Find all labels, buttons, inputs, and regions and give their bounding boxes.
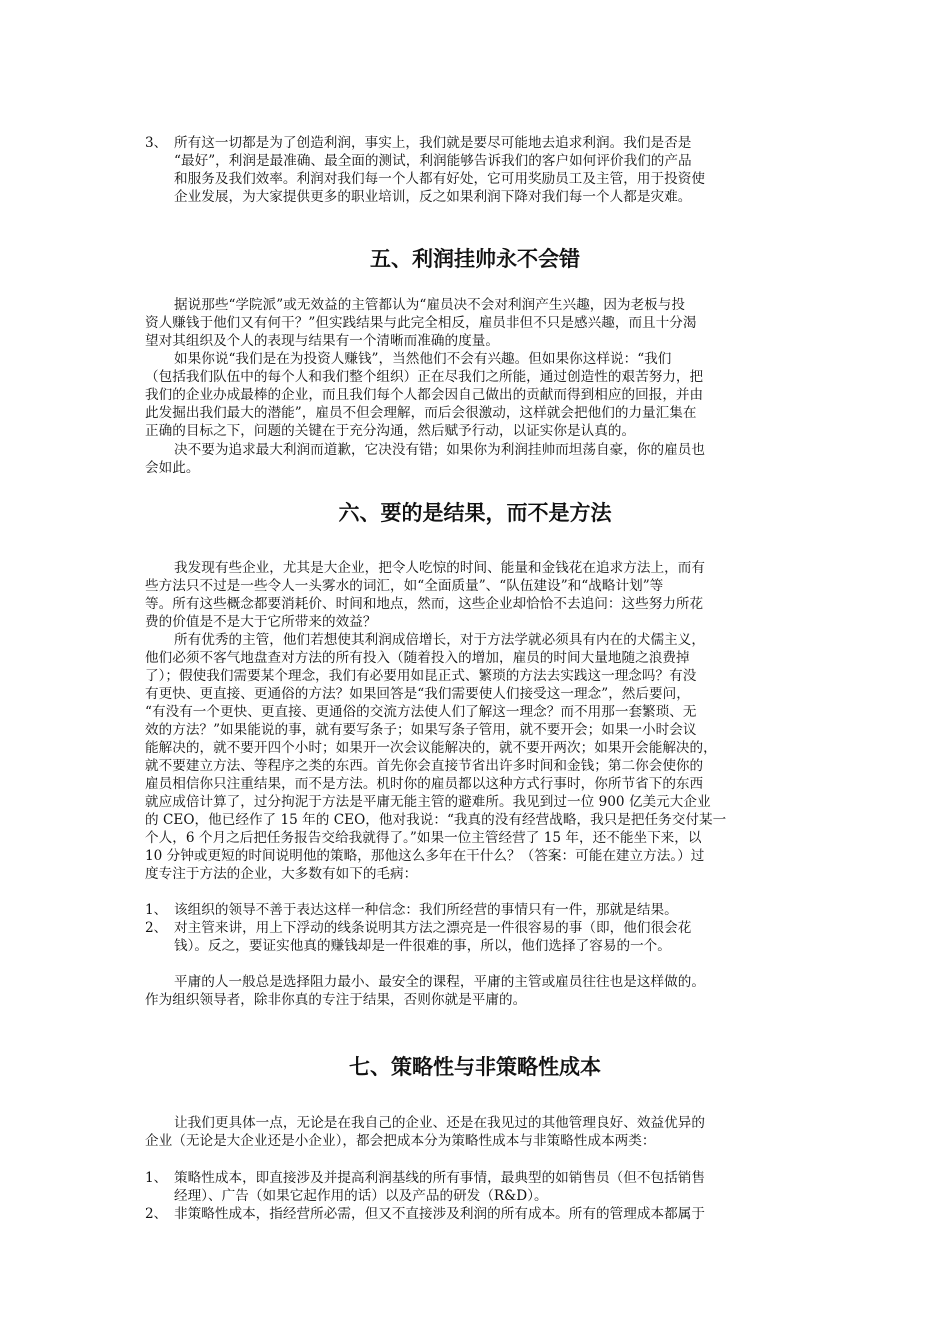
paragraph-line: 有更快、更直接、更通俗的方法？如果回答是“我们需要使人们接受这一理念”，然后要问，: [145, 686, 690, 702]
paragraph-line: 会如此。: [145, 460, 200, 476]
list-marker: 3、: [145, 135, 168, 151]
paragraph-line: “最好”，利润是最准确、最全面的测试，利润能够告诉我们的客户如何评价我们的产品: [174, 153, 692, 169]
section-heading-5: 五、利润挂帅永不会错: [370, 247, 580, 271]
paragraph-line: 企业发展，为大家提供更多的职业培训，反之如果利润下降对我们每一个人都是灾难。: [174, 189, 692, 205]
paragraph-line: 策略性成本，即直接涉及并提高利润基线的所有事情，最典型的如销售员（但不包括销售: [174, 1170, 705, 1186]
paragraph-line: 效的方法？”如果能说的事，就有要写条子；如果写条子管用，就不要开会；如果一小时会议: [145, 722, 697, 738]
paragraph-line: 正确的目标之下，问题的关键在于充分沟通，然后赋予行动，以证实你是认真的。: [145, 423, 636, 439]
paragraph-line: 据说那些“学院派”或无效益的主管都认为“雇员决不会对利润产生兴趣，因为老板与投: [174, 297, 686, 313]
paragraph-line: “有没有一个更快、更直接、更通俗的交流方法使人们了解这一理念？而不用那一套繁琐、无: [145, 704, 697, 720]
paragraph-line: 平庸的人一般总是选择阻力最小、最安全的课程，平庸的主管或雇员往往也是这样做的。: [174, 974, 705, 990]
paragraph-line: 该组织的领导不善于表达这样一种信念：我们所经营的事情只有一件，那就是结果。: [174, 902, 678, 918]
paragraph-line: 所有优秀的主管，他们若想使其利润成倍增长，对于方法学就必须具有内在的犬儒主义，: [174, 632, 705, 648]
paragraph-line: 个人，6 个月之后把任务报告交给我就得了。”如果一位主管经营了 15 年，还不能坐下来，以: [145, 830, 702, 846]
list-marker: 1、: [145, 902, 168, 918]
paragraph-line: 如果你说“我们是在为投资人赚钱”，当然他们不会有兴趣。但如果你这样说：“我们: [174, 351, 672, 367]
paragraph-line: 度专注于方法的企业，大多数有如下的毛病：: [145, 866, 418, 882]
paragraph-line: 雇员相信你只注重结果，而不是方法。机时你的雇员都以这种方式行事时，你所节省下的东西: [145, 776, 704, 792]
paragraph-line: 些方法只不过是一些令人一头雾水的词汇，如“全面质量”、“队伍建设”和“战略计划”等: [145, 578, 664, 594]
section-heading-6: 六、要的是结果，而不是方法: [338, 501, 612, 525]
paragraph-line: 就不要建立方法、等程序之类的东西。首先你会直接节省出许多时间和金钱；第二你会使你的: [145, 758, 704, 774]
paragraph-line: 让我们更具体一点，无论是在我自己的企业、还是在我见过的其他管理良好、效益优异的: [174, 1115, 705, 1131]
list-marker: 2、: [145, 920, 168, 936]
paragraph-line: 就应成倍计算了，过分拘泥于方法是平庸无能主管的避难所。我见到过一位 900 亿美元大企业: [145, 794, 711, 810]
paragraph-line: 了）；假使我们需要某个理念，我们有必要用如昆正式、繁琐的方法去实践这一理念吗？有没: [145, 668, 697, 684]
list-item-1: [145, 902, 805, 919]
list-marker: 2、: [145, 1206, 168, 1222]
paragraph-line: 的 CEO，他已经作了 15 年的 CEO，他对我说：“我真的没有经营战略，我只是把任务交付某一: [145, 812, 727, 828]
paragraph-line: 他们必须不客气地盘查对方法的所有投入（随着投入的增加，雇员的时间大量地随之浪费掉: [145, 650, 690, 666]
list-marker: 1、: [145, 1170, 168, 1186]
list-item-2: [145, 1206, 805, 1223]
paragraph-line: 10 分钟或更短的时间说明他的策略，那他这么多年在干什么？（答案：可能在建立方法。）过: [145, 848, 705, 864]
paragraph-line: 经理）、广告（如果它起作用的话）以及产品的研发（R&D）。: [174, 1188, 548, 1204]
paragraph-line: 我发现有些企业，尤其是大企业，把令人吃惊的时间、能量和金钱花在追求方法上，而有: [174, 560, 705, 576]
list-item-2: [145, 920, 805, 937]
paragraph-line: 企业（无论是大企业还是小企业），都会把成本分为策略性成本与非策略性成本两类：: [145, 1133, 656, 1149]
paragraph-line: 我们的企业办成最棒的企业，而且我们每个人都会因自己做出的贡献而得到相应的回报，并由: [145, 387, 704, 403]
paragraph-line: 决不要为追求最大利润而道歉，它决没有错；如果你为利润挂帅而坦荡自豪，你的雇员也: [174, 442, 705, 458]
paragraph-line: 能解决的，就不要开四个小时；如果开一次会议能解决的，就不要开两次；如果开会能解决的，: [145, 740, 717, 756]
paragraph-line: 作为组织领导者，除非你真的专注于结果，否则你就是平庸的。: [145, 992, 527, 1008]
paragraph-line: 望对其组织及个人的表现与结果有一个清晰而准确的度量。: [145, 333, 499, 349]
paragraph-line: 所有这一切都是为了创造利润，事实上，我们就是要尽可能地去追求利润。我们是否是: [174, 135, 692, 151]
paragraph-line: 等。所有这些概念都要消耗价、时间和地点，然而，这些企业却恰恰不去追问：这些努力所花: [145, 596, 704, 612]
list-item-1: [145, 1170, 805, 1187]
paragraph-line: 钱）。反之，要证实他真的赚钱却是一件很难的事，所以，他们选择了容易的一个。: [174, 938, 671, 954]
paragraph-line: 资人赚钱于他们又有何干？”但实践结果与此完全相反，雇员非但不只是感兴趣，而且十分渴: [145, 315, 697, 331]
paragraph-line: 费的价值是不是大于它所带来的效益？: [145, 614, 377, 630]
paragraph-line: 和服务及我们效率。利润对我们每一个人都有好处，它可用奖励员工及主管，用于投资使: [174, 171, 705, 187]
section-heading-7: 七、策略性与非策略性成本: [349, 1055, 601, 1079]
paragraph-line: 对主管来讲，用上下浮动的线条说明其方法之漂亮是一件很容易的事（即，他们很会花: [174, 920, 692, 936]
paragraph-line: 非策略性成本，指经营所必需，但又不直接涉及利润的所有成本。所有的管理成本都属于: [174, 1206, 705, 1222]
paragraph-line: 此发掘出我们最大的潜能”，雇员不但会理解，而后会很激动，这样就会把他们的力量汇集在: [145, 405, 697, 421]
list-item-3: [145, 135, 805, 152]
paragraph-line: （包括我们队伍中的每个人和我们整个组织）正在尽我们之所能，通过创造性的艰苦努力，把: [145, 369, 704, 385]
